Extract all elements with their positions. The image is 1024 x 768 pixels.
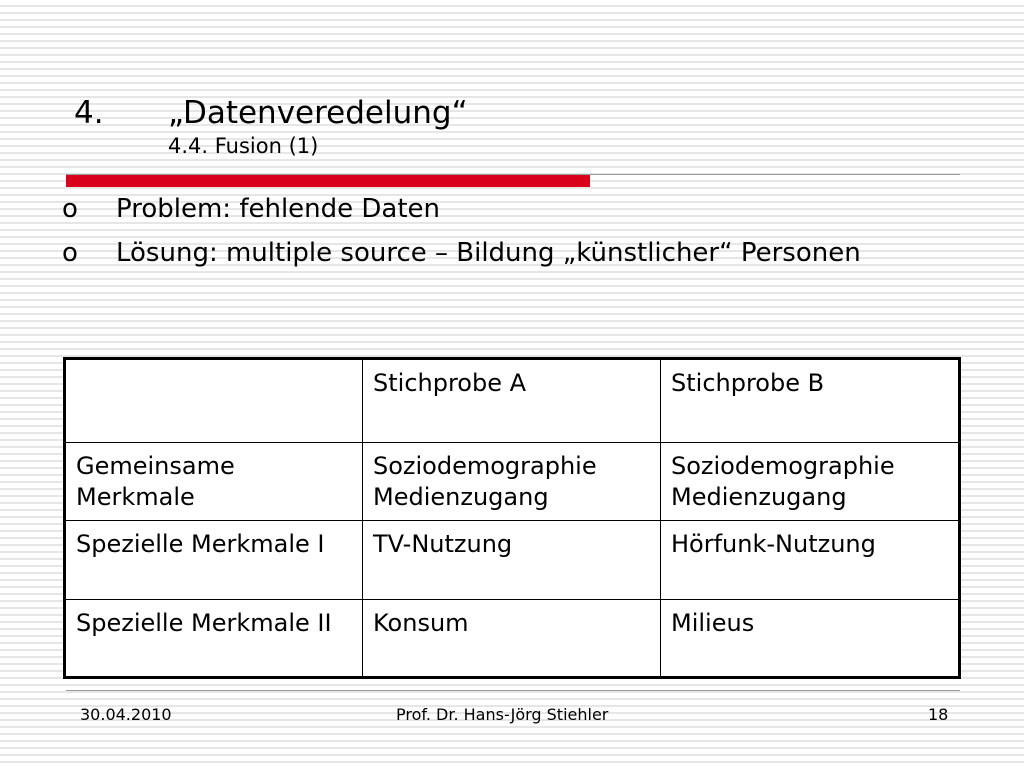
slide-title — [74, 94, 468, 160]
table-cell: Stichprobe B — [661, 359, 960, 443]
title-number: 4. — [74, 95, 104, 131]
bullet-marker: o — [62, 238, 78, 268]
table-cell — [65, 359, 363, 443]
page-number: 18 — [928, 705, 949, 724]
bullet-list — [62, 190, 942, 278]
table-cell: Soziodemographie Medienzugang — [363, 443, 661, 521]
subtitle: 4.4. Fusion (1) — [168, 134, 319, 158]
bullet-text: Lösung: multiple source – Bildung „künstlicher“ Personen — [116, 238, 861, 268]
table-cell: Milieus — [661, 600, 960, 678]
footer-date: 30.04.2010 — [80, 705, 172, 724]
table-header-row — [65, 359, 960, 443]
table-cell: TV-Nutzung — [363, 521, 661, 600]
footer-divider — [66, 690, 960, 691]
table-cell: Hörfunk-Nutzung — [661, 521, 960, 600]
table-cell: Stichprobe A — [363, 359, 661, 443]
table-row — [65, 443, 960, 521]
table-cell: Spezielle Merkmale II — [65, 600, 363, 678]
table-row — [65, 600, 960, 678]
table-cell: Konsum — [363, 600, 661, 678]
bullet-marker: o — [62, 194, 78, 224]
table-cell: Spezielle Merkmale I — [65, 521, 363, 600]
bullet-text: Problem: fehlende Daten — [116, 194, 441, 224]
fusion-table — [63, 357, 961, 679]
title-main-line — [74, 94, 468, 132]
footer-author: Prof. Dr. Hans-Jörg Stiehler — [396, 705, 609, 724]
title-text: „Datenveredelung“ — [168, 95, 468, 131]
bullet-item — [62, 234, 942, 272]
table-cell: Soziodemographie Medienzugang — [661, 443, 960, 521]
bullet-item — [62, 190, 942, 228]
table-cell: Gemeinsame Merkmale — [65, 443, 363, 521]
accent-bar — [66, 175, 590, 187]
table-row — [65, 521, 960, 600]
